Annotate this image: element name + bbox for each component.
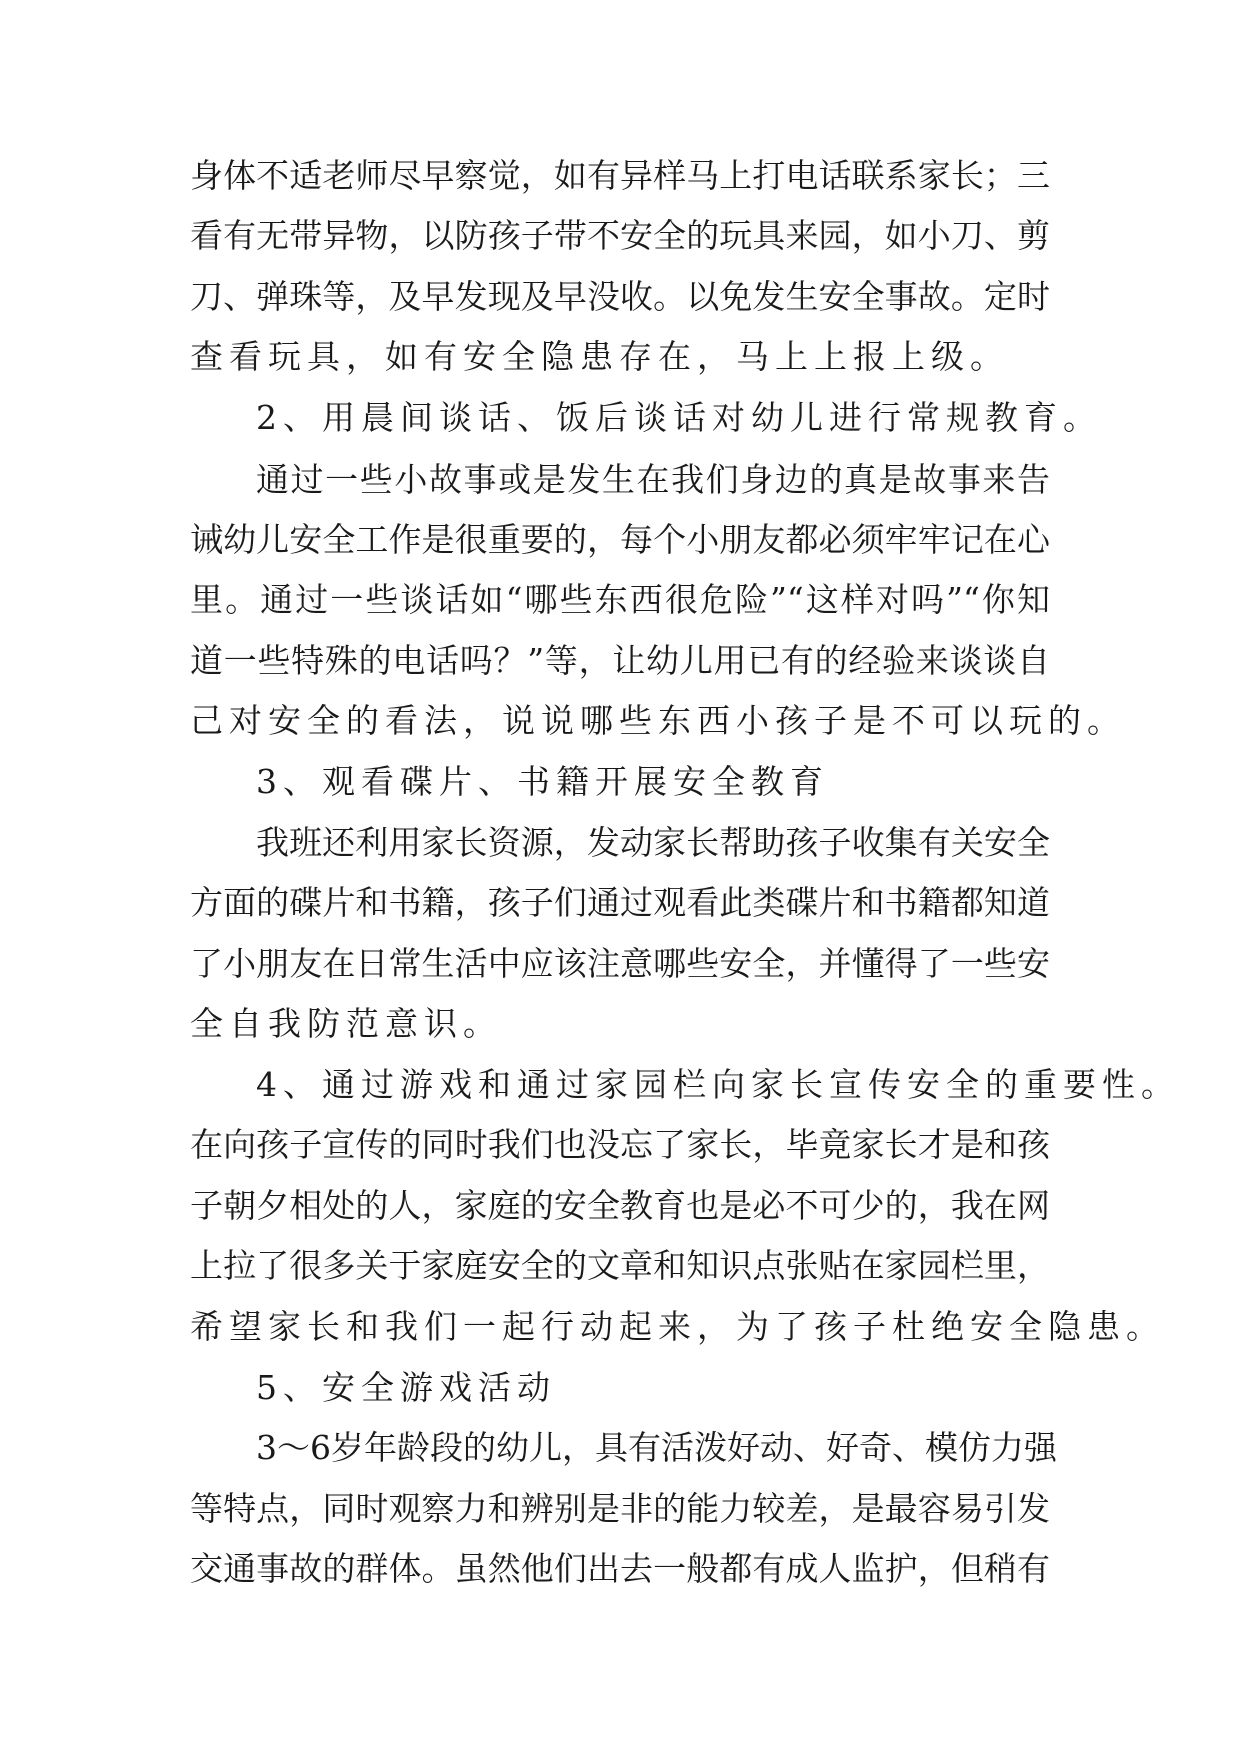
text-line: 通过一些小故事或是发生在我们身边的真是故事来告 [256, 460, 1050, 499]
text-line: 交通事故的群体。虽然他们出去一般都有成人监护，但稍有 [190, 1549, 1050, 1588]
text-line: 我班还利用家长资源，发动家长帮助孩子收集有关安全 [256, 823, 1050, 862]
text-line: 刀、弹珠等，及早发现及早没收。以免发生安全事故。定时 [190, 277, 1050, 316]
text-line: 查看玩具，如有安全隐患存在，马上上报上级。 [190, 337, 1009, 376]
text-line: 方面的碟片和书籍，孩子们通过观看此类碟片和书籍都知道 [190, 883, 1050, 922]
section-heading: 5、安全游戏活动 [256, 1368, 556, 1407]
section-heading: 2、用晨间谈话、饭后谈话对幼儿进行常规教育。 [256, 398, 1102, 437]
section-heading: 3、观看碟片、书籍开展安全教育 [256, 762, 829, 801]
text-line: 己对安全的看法，说说哪些东西小孩子是不可以玩的。 [190, 701, 1126, 740]
text-line: 诫幼儿安全工作是很重要的，每个小朋友都必须牢牢记在心 [190, 520, 1050, 559]
text-line: 3～6岁年龄段的幼儿，具有活泼好动、好奇、模仿力强 [256, 1428, 1057, 1467]
text-line: 子朝夕相处的人，家庭的安全教育也是必不可少的，我在网 [190, 1186, 1050, 1225]
section-heading: 4、通过游戏和通过家园栏向家长宣传安全的重要性。 [256, 1065, 1180, 1104]
text-line: 等特点，同时观察力和辨别是非的能力较差，是最容易引发 [190, 1489, 1050, 1528]
text-line: 看有无带异物，以防孩子带不安全的玩具来园，如小刀、剪 [190, 216, 1050, 255]
text-line: 在向孩子宣传的同时我们也没忘了家长，毕竟家长才是和孩 [190, 1125, 1050, 1164]
text-line: 希望家长和我们一起行动起来，为了孩子杜绝安全隐患。 [190, 1307, 1165, 1346]
text-line: 上拉了很多关于家庭安全的文章和知识点张贴在家园栏里， [190, 1246, 1050, 1285]
text-line: 身体不适老师尽早察觉，如有异样马上打电话联系家长；三 [190, 156, 1050, 195]
text-line: 了小朋友在日常生活中应该注意哪些安全，并懂得了一些安 [190, 944, 1050, 983]
text-line: 里。通过一些谈话如“哪些东西很危险”“这样对吗”“你知 [190, 580, 1050, 619]
text-line: 全自我防范意识。 [190, 1004, 502, 1043]
text-line: 道一些特殊的电话吗？”等，让幼儿用已有的经验来谈谈自 [190, 641, 1050, 680]
